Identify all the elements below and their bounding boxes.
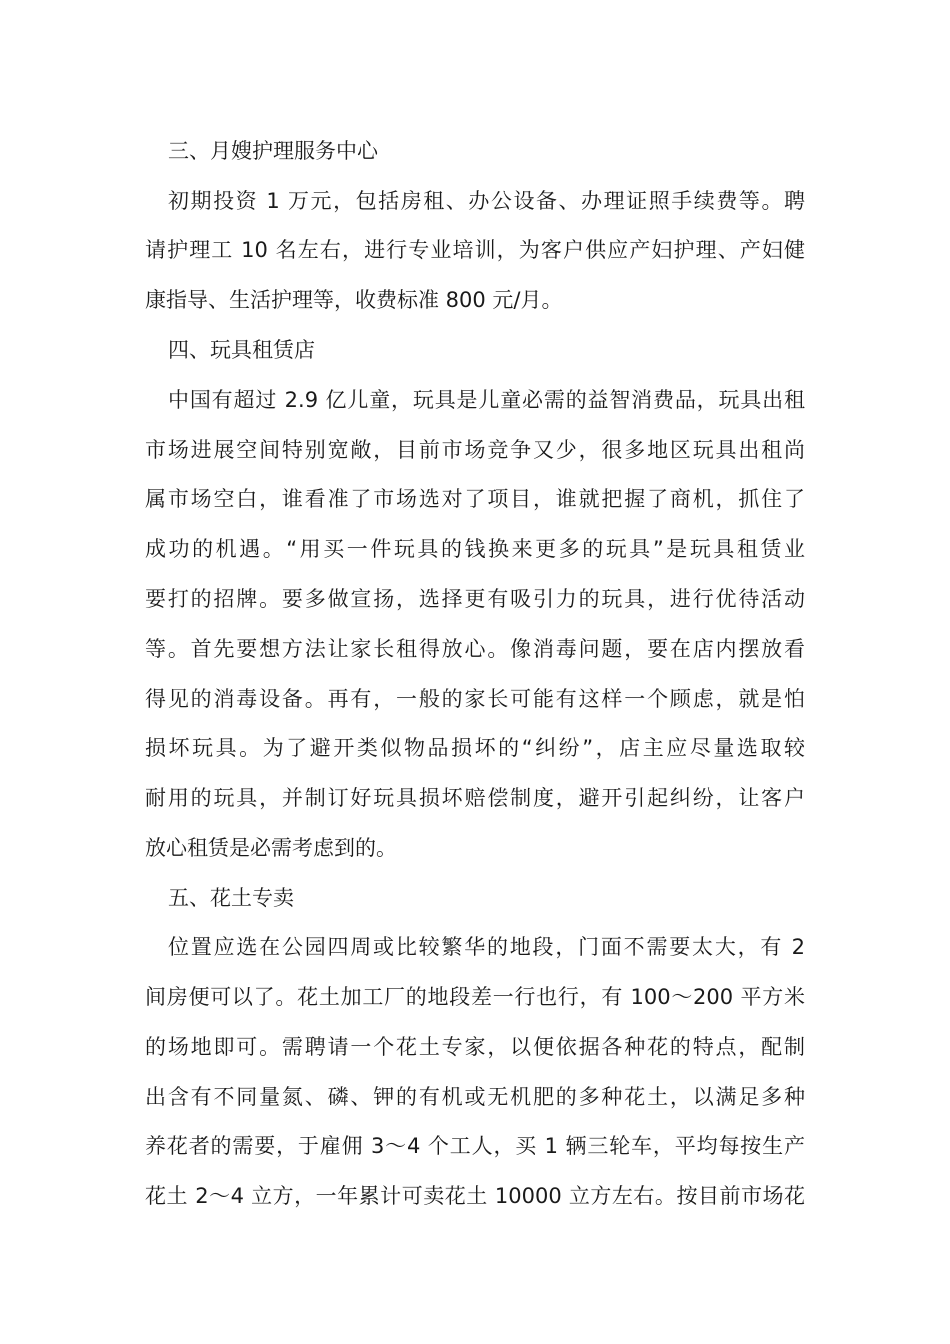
- paragraph-line: 请护理工 10 名左右，进行专业培训，为客户供应产妇护理、产妇健: [145, 238, 805, 262]
- paragraph-line: 养花者的需要，于雇佣 3～4 个工人，买 1 辆三轮车，平均每按生产: [145, 1134, 805, 1158]
- paragraph-line: 出含有不同量氮、磷、钾的有机或无机肥的多种花土，以满足多种: [145, 1085, 805, 1109]
- paragraph-line: 得见的消毒设备。再有，一般的家长可能有这样一个顾虑，就是怕: [145, 687, 805, 711]
- section-heading-flower-soil: 五、花土专卖: [168, 886, 294, 910]
- paragraph-line: 市场进展空间特别宽敞，目前市场竞争又少，很多地区玩具出租尚: [145, 438, 805, 462]
- paragraph-line: 花土 2～4 立方，一年累计可卖花土 10000 立方左右。按目前市场花: [145, 1184, 805, 1208]
- paragraph-line: 的场地即可。需聘请一个花土专家，以便依据各种花的特点，配制: [145, 1035, 805, 1059]
- paragraph-line: 要打的招牌。要多做宣扬，选择更有吸引力的玩具，进行优待活动: [145, 587, 805, 611]
- paragraph-line: 康指导、生活护理等，收费标准 800 元/月。: [145, 288, 563, 312]
- paragraph-line: 成功的机遇。“用买一件玩具的钱换来更多的玩具”是玩具租赁业: [145, 537, 805, 561]
- paragraph-line: 耐用的玩具，并制订好玩具损坏赔偿制度，避开引起纠纷，让客户: [145, 786, 805, 810]
- paragraph-line: 初期投资 1 万元，包括房租、办公设备、办理证照手续费等。聘: [168, 189, 805, 213]
- paragraph-line: 损坏玩具。为了避开类似物品损坏的“纠纷”，店主应尽量选取较: [145, 736, 805, 760]
- paragraph-line: 间房便可以了。花土加工厂的地段差一行也行，有 100～200 平方米: [145, 985, 805, 1009]
- paragraph-line: 等。首先要想方法让家长租得放心。像消毒问题，要在店内摆放看: [145, 637, 805, 661]
- section-heading-toy-rental: 四、玩具租赁店: [168, 338, 315, 362]
- paragraph-line: 位置应选在公园四周或比较繁华的地段，门面不需要太大，有 2: [168, 935, 805, 959]
- paragraph-line: 放心租赁是必需考虑到的。: [145, 836, 397, 860]
- paragraph-line: 属市场空白，谁看准了市场选对了项目，谁就把握了商机，抓住了: [145, 487, 805, 511]
- section-heading-postpartum-care: 三、月嫂护理服务中心: [168, 139, 378, 163]
- paragraph-line: 中国有超过 2.9 亿儿童，玩具是儿童必需的益智消费品，玩具出租: [168, 388, 805, 412]
